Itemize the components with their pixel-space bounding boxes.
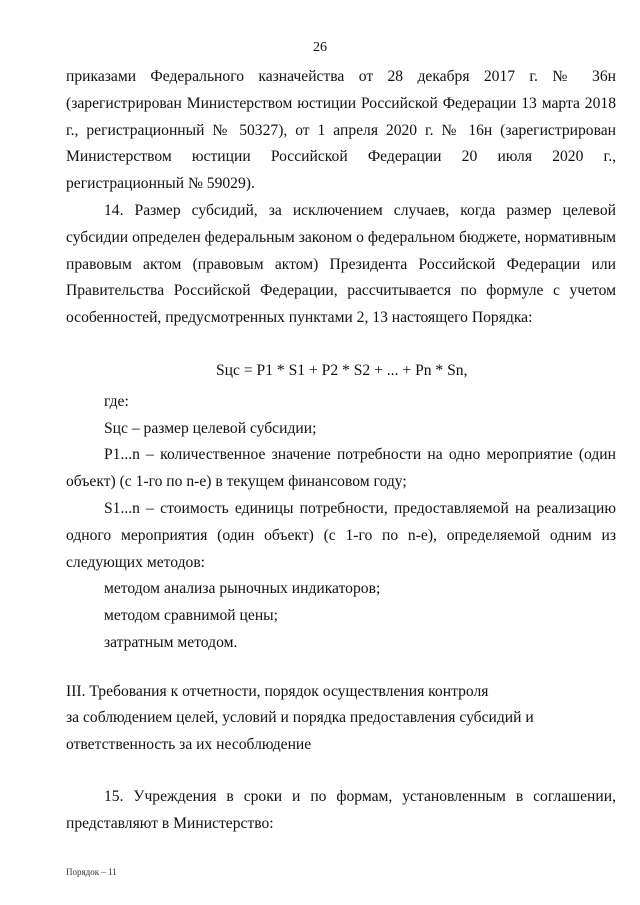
- subsidy-formula: Sцс = P1 * S1 + P2 * S2 + ... + Pn * Sn,: [216, 361, 468, 379]
- method-comparable: методом сравнимой цены;: [104, 607, 278, 625]
- section-heading-line-2: за соблюдением целей, условий и порядка предоставления субсидий и: [66, 709, 534, 727]
- page-number: 26: [313, 40, 327, 55]
- paragraph-continuation: приказами Федерального казначейства от 28 декабря 2017 г. № 36н (зарегистрирован Министерством юстиции Российской Федерации 13 марта 2018 г., регистрационный № 50327), от 1 апреля 2020 г. № 16н (зарегистрирован Министерством юстиции Российской Федерации 20 июля 2020 г., регистрационный № 59029).: [66, 68, 616, 193]
- method-cost: затратным методом.: [104, 633, 238, 651]
- document-body: [66, 64, 616, 838]
- section-heading-line-1: III. Требования к отчетности, порядок осуществления контроля: [66, 682, 489, 700]
- paragraph-14: 14. Размер субсидий, за исключением случаев, когда размер целевой субсидии определен федеральным законом о федеральном бюджете, нормативным правовым актом (правовым актом) Президента Российской Федерации или Правительства Российской Федерации, рассчитывается по формуле с учетом особенностей, предусмотренных пунктами 2, 13 настоящего Порядка:: [66, 201, 616, 327]
- where-label: где:: [104, 392, 129, 410]
- paragraph-15: 15. Учреждения в сроки и по формам, установленным в соглашении, представляют в Министерство:: [66, 788, 616, 833]
- footer-label: Порядок – 11: [66, 867, 117, 877]
- definition-s1: S1...n – стоимость единицы потребности, предоставляемой на реализацию одного мероприятия (один объект) (с 1-го по n-е), определяемой одним из следующих методов:: [66, 499, 616, 571]
- definition-p: P1...n – количественное значение потребности на одно мероприятие (один объект) (с 1-го по n-е) в текущем финансовом году;: [66, 446, 616, 491]
- definition-s: Sцс – размер целевой субсидии;: [104, 419, 317, 437]
- section-heading: [66, 679, 616, 759]
- section-heading-line-3: ответственность за их несоблюдение: [66, 735, 312, 753]
- method-market: методом анализа рыночных индикаторов;: [104, 580, 381, 598]
